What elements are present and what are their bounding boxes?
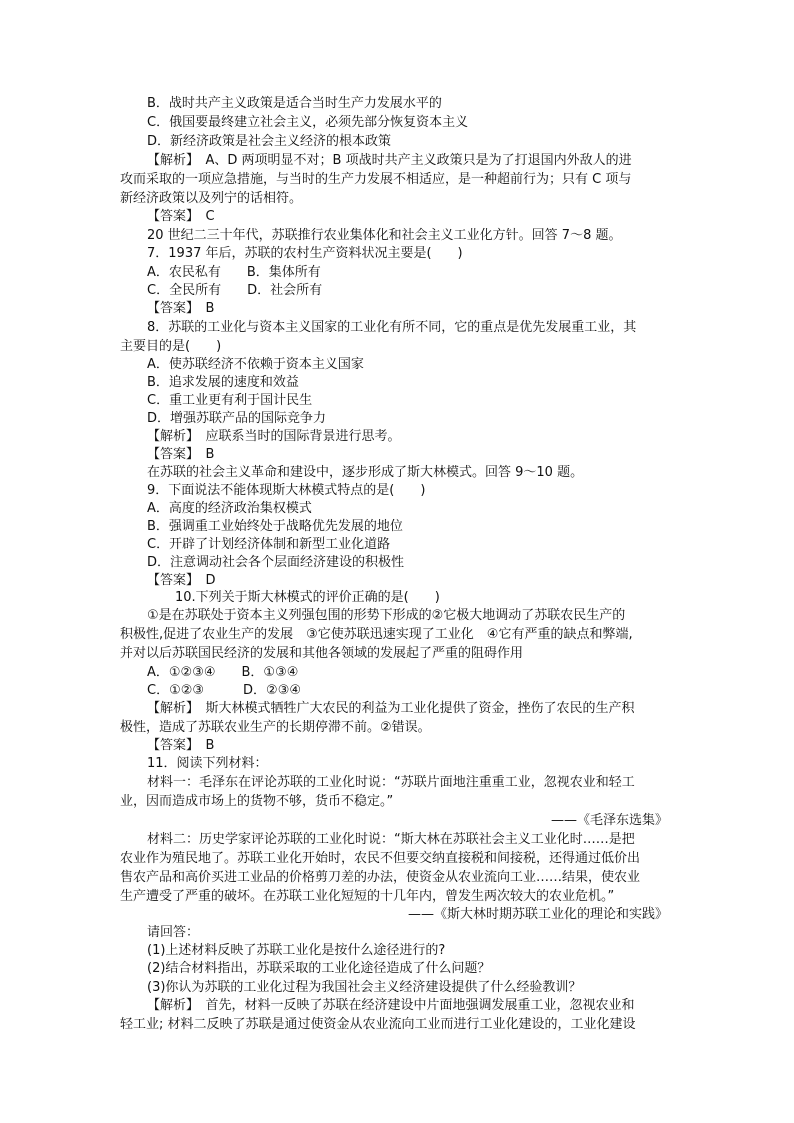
options-line: A．农民私有 B．集体所有 <box>147 265 321 280</box>
option-line: D．增强苏联产品的国际竞争力 <box>147 411 327 426</box>
material-two-line: 材料二：历史学家评论苏联的工业化时说：“斯大林在苏联社会主义工业化时……是把 <box>147 832 635 847</box>
text-line: 积极性,促进了农业生产的发展 ③它使苏联迅速实现了工业化 ④它有严重的缺点和弊端, <box>120 627 633 642</box>
question-8: 8．苏联的工业化与资本主义国家的工业化有所不同，它的重点是优先发展重工业，其 <box>147 320 637 335</box>
option-line: D．注意调动社会各个层面经济建设的积极性 <box>147 555 405 570</box>
text-line: 并对以后苏联国民经济的发展和其他各领域的发展起了严重的阻碍作用 <box>120 646 524 661</box>
question-10: 10.下列关于斯大林模式的评价正确的是( ) <box>175 590 440 605</box>
text-line: 攻而采取的一项应急措施，与当时的生产力发展不相适应，是一种超前行为；只有 C 项与 <box>120 172 632 187</box>
option-d-line: D．新经济政策是社会主义经济的根本政策 <box>147 134 392 149</box>
option-line: B．追求发展的速度和效益 <box>147 375 299 390</box>
question-11: 11．阅读下列材料： <box>147 756 268 771</box>
analysis-line: 【解析】 首先，材料一反映了苏联在经济建设中片面地强调发展重工业，忽视农业和 <box>147 998 635 1013</box>
text-line: 主要目的是( ) <box>120 339 222 354</box>
text-line: 新经济政策以及列宁的话相符。 <box>120 191 303 206</box>
options-line: C．全民所有 D．社会所有 <box>147 283 323 298</box>
statement-line: ①是在苏联处于资本主义列强包围的形势下形成的②它极大地调动了苏联农民生产的 <box>147 608 626 623</box>
source-citation: ——《毛泽东选集》 <box>550 813 668 828</box>
option-b-line: B．战时共产主义政策是适合当时生产力发展水平的 <box>147 96 442 111</box>
analysis-line: 【解析】 应联系当时的国际背景进行思考。 <box>147 429 401 444</box>
option-line: B．强调重工业始终处于战略优先发展的地位 <box>147 519 403 534</box>
text-line: 农业作为殖民地了。苏联工业化开始时，农民不但要交纳直接税和间接税，还得通过低价出 <box>120 851 641 866</box>
sub-question: (1)上述材料反映了苏联工业化是按什么途径进行的? <box>147 943 446 958</box>
option-line: C．重工业更有利于国计民生 <box>147 393 313 408</box>
text-line: 业，因而造成市场上的货物不够，货币不稳定。” <box>120 794 394 809</box>
options-line: C．①②③ D．②③④ <box>147 683 302 698</box>
analysis-line: 【解析】 A、D 两项明显不对；B 项战时共产主义政策只是为了打退国内外敌人的进 <box>147 153 632 168</box>
answer-line: 【答案】 B <box>147 447 215 462</box>
question-7: 7．1937 年后，苏联的农村生产资料状况主要是( ) <box>147 246 463 261</box>
answer-line: 【答案】 B <box>147 738 215 753</box>
question-intro-line: 在苏联的社会主义革命和建设中，逐步形成了斯大林模式。回答 9～10 题。 <box>147 465 584 480</box>
text-line: 轻工业; 材料二反映了苏联是通过使资金从农业流向工业而进行工业化建设的，工业化建设 <box>120 1017 636 1032</box>
question-9: 9．下面说法不能体现斯大林模式特点的是( ) <box>147 483 426 498</box>
answer-line: 【答案】 C <box>147 209 215 224</box>
option-line: A．使苏联经济不依赖于资本主义国家 <box>147 357 364 372</box>
prompt-line: 请回答： <box>147 925 200 940</box>
analysis-line: 【解析】 斯大林模式牺牲广大农民的利益为工业化提供了资金，挫伤了农民的生产积 <box>147 701 635 716</box>
text-line: 售农产品和高价买进工业品的价格剪刀差的办法，使资金从农业流向工业……结果，使农业 <box>120 870 641 885</box>
answer-line: 【答案】 D <box>147 573 216 588</box>
sub-question: (2)结合材料指出，苏联采取的工业化途径造成了什么问题？ <box>147 961 491 976</box>
question-intro-line: 20 世纪二三十年代，苏联推行农业集体化和社会主义工业化方针。回答 7～8 题。 <box>147 228 622 243</box>
text-line: 生产遭受了严重的破坏。在苏联工业化短短的十几年内，曾发生两次较大的农业危机。” <box>120 889 615 904</box>
source-citation: ——《斯大林时期苏联工业化的理论和实践》 <box>407 907 668 922</box>
options-line: A．①②③④ B．①③④ <box>147 665 299 680</box>
option-line: A．高度的经济政治集权模式 <box>147 501 312 516</box>
answer-line: 【答案】 B <box>147 301 215 316</box>
option-line: C．开辟了计划经济体制和新型工业化道路 <box>147 537 391 552</box>
material-one-line: 材料一：毛泽东在评论苏联的工业化时说：“苏联片面地注重重工业，忽视农业和轻工 <box>147 775 635 790</box>
option-c-line: C．俄国要最终建立社会主义，必须先部分恢复资本主义 <box>147 115 469 130</box>
text-line: 极性，造成了苏联农业生产的长期停滞不前。②错误。 <box>120 720 431 735</box>
sub-question: (3)你认为苏联的工业化过程为我国社会主义经济建设提供了什么经验教训？ <box>147 980 582 995</box>
